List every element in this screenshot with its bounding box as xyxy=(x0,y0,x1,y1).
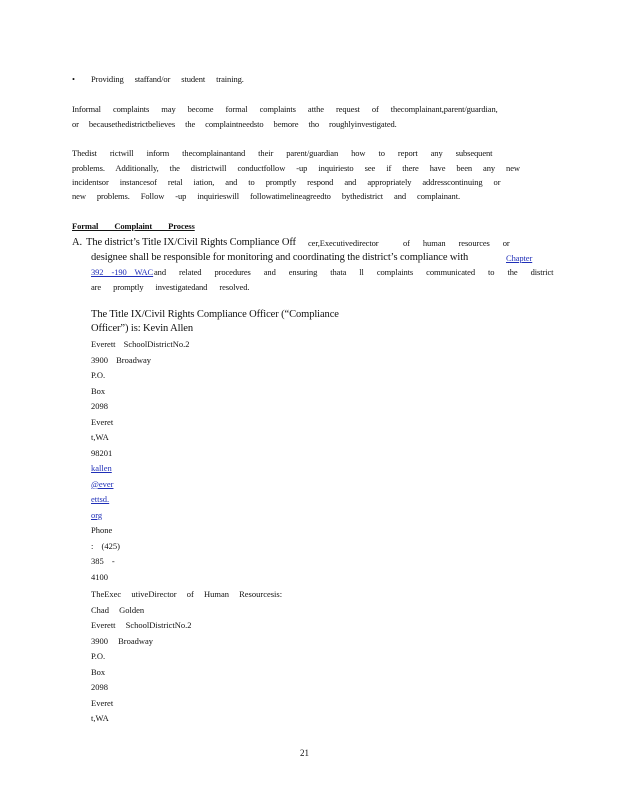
section-heading: Formal Complaint Process xyxy=(72,221,195,231)
officer-address-line: Everet xyxy=(91,416,114,427)
director-line: Box xyxy=(91,666,106,677)
officer-address-line: 2098 xyxy=(91,401,108,411)
officer-email-link[interactable]: kallen xyxy=(91,463,112,473)
director-line: 2098 xyxy=(91,682,108,692)
officer-address-line: 98201 xyxy=(91,447,113,458)
officer-address-line: Box xyxy=(91,385,106,396)
item-a-line-3-rest: and related procedures and ensuring thata ll complaints communicated to the district xyxy=(154,267,554,277)
bullet-symbol: • xyxy=(72,74,75,84)
item-a-label: A. xyxy=(72,237,83,248)
officer-phone-line: 4100 xyxy=(91,571,108,582)
bullet-text: Providing staffand/or student training. xyxy=(91,74,244,84)
chapter-link[interactable]: Chapter xyxy=(506,253,533,263)
officer-address-line: Everett SchoolDistrictNo.2 xyxy=(91,339,190,349)
informal-line-1: Informal complaints may become formal complaints atthe request of thecomplainant,parent/guardian, xyxy=(72,104,498,114)
officer-address xyxy=(91,337,190,585)
item-a-line-2: designee shall be responsible for monitoring and coordinating the district’s compliance with xyxy=(91,252,469,263)
wac-link[interactable]: 392 -190 WAC xyxy=(91,267,154,277)
director-line: TheExec utiveDirector of Human Resourcesis: xyxy=(91,589,283,599)
item-a-line-1-overlay: cer,Executivedirector xyxy=(308,238,379,248)
officer-address-line: 3900 Broadway xyxy=(91,354,152,365)
director-line: Everett SchoolDistrictNo.2 xyxy=(91,620,192,630)
officer-phone-line: 385 - xyxy=(91,556,115,566)
director-line: 3900 Broadway xyxy=(91,635,154,646)
officer-phone-line: Phone xyxy=(91,525,113,535)
officer-email-link[interactable]: org xyxy=(91,509,103,520)
officer-address-line: t,WA xyxy=(91,432,109,442)
item-a-line-4: are promptly investigatedand resolved. xyxy=(91,282,250,292)
officer-email-link[interactable]: ettsd. xyxy=(91,494,110,504)
director-line: P.O. xyxy=(91,651,106,661)
informal-line-2: or becausethedistrictbelieves the complaintneedsto bemore tho roughlyinvestigated. xyxy=(72,119,397,129)
district-line-1: Thedist rictwill inform thecomplainantand their parent/guardian how to report any subsequent xyxy=(72,148,493,158)
officer-address-line: P.O. xyxy=(91,370,106,380)
page-number: 21 xyxy=(300,748,309,758)
item-a-line-1: The district’s Title IX/Civil Rights Compliance Off xyxy=(86,237,296,248)
director-line: Everet xyxy=(91,697,114,708)
director-line: t,WA xyxy=(91,713,109,723)
district-line-3: incidentsor instancesof retal iation, and to promptly respond and appropriately addresscontinuing or xyxy=(72,177,501,187)
district-line-2: problems. Additionally, the districtwill conductfollow -up inquiriesto see if there have been any new xyxy=(72,163,520,173)
district-line-4: new problems. Follow -up inquirieswill followatimelineagreedto bythedistrict and complainant. xyxy=(72,191,460,201)
director-address xyxy=(91,587,282,727)
officer-phone-line: : (425) xyxy=(91,540,120,551)
item-a-line-1-tail: of human resources or xyxy=(403,238,510,248)
officer-email-link[interactable]: @ever xyxy=(91,478,114,489)
director-line: Chad Golden xyxy=(91,604,145,615)
officer-heading-line-1: The Title IX/Civil Rights Compliance Officer (“Compliance xyxy=(91,309,339,320)
officer-heading-line-2: Officer”) is: Kevin Allen xyxy=(91,323,193,334)
